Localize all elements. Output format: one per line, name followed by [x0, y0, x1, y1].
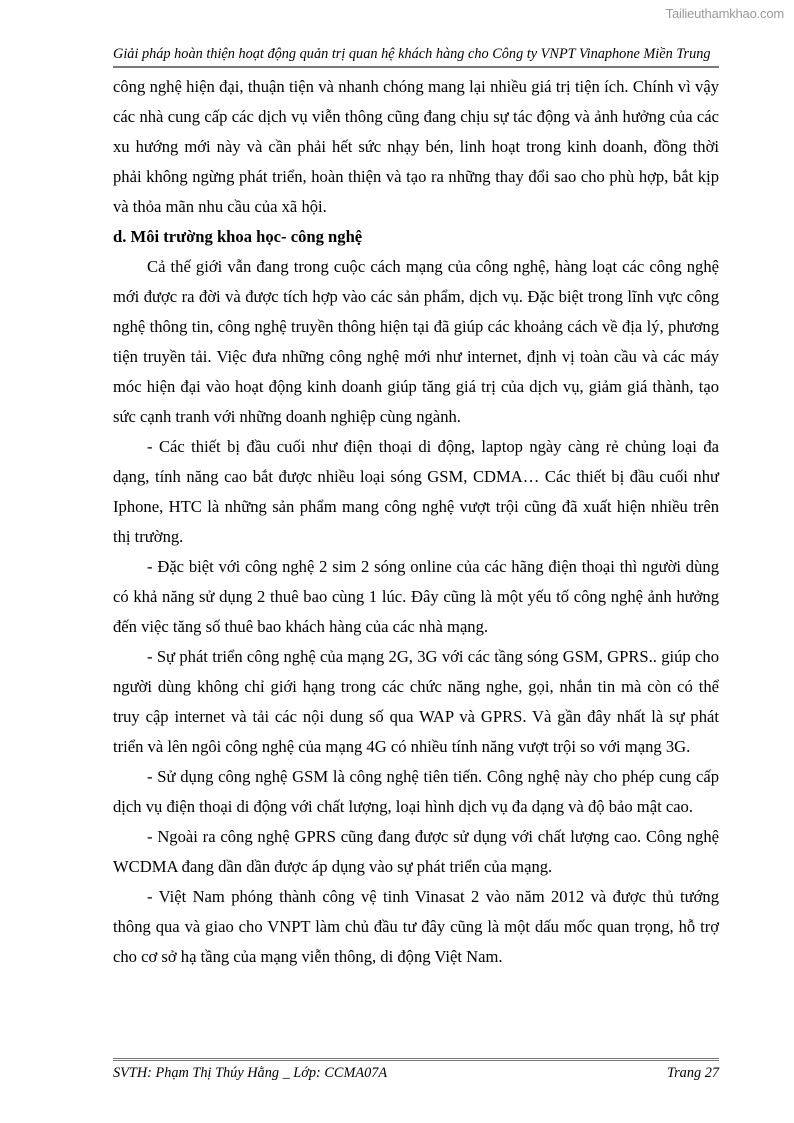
- paragraph: Cả thế giới vẫn đang trong cuộc cách mạng của công nghệ, hàng loạt các công nghệ mới được ra đời và được tích hợp vào các sản phẩm, dịch vụ. Đặc biệt trong lĩnh vực công nghệ thông tin, công nghệ truyền thông hiện tại đã giúp các khoảng cách về địa lý, phương tiện truyền tải. Việc đưa những công nghệ mới như internet, định vị toàn cầu và các máy móc hiện đại vào hoạt động kinh doanh giúp tăng giá trị của dịch vụ, giảm giá thành, tạo sức cạnh tranh với những doanh nghiệp cùng ngành.: [113, 257, 719, 426]
- intro-paragraph: công nghệ hiện đại, thuận tiện và nhanh chóng mang lại nhiều giá trị tiện ích. Chính vì vậy các nhà cung cấp các dịch vụ viễn thông cũng đang chịu sự tác động và ảnh hưởng của các xu hướng mới này và cần phải hết sức nhạy bén, linh hoạt trong kinh doanh, đồng thời phải không ngừng phát triển, hoàn thiện và tạo ra những thay đổi sao cho phù hợp, bắt kịp và thỏa mãn nhu cầu của xã hội.: [113, 77, 719, 216]
- paragraph: - Sự phát triển công nghệ của mạng 2G, 3G với các tầng sóng GSM, GPRS.. giúp cho người dùng không chỉ giới hạng trong các chức năng nghe, gọi, nhắn tin mà còn có thể truy cập internet và tải các nội dung số qua WAP và GPRS. Và gần đây nhất là sự phát triển và lên ngôi công nghệ của mạng 4G có nhiều tính năng vượt trội so với mạng 3G.: [113, 647, 719, 756]
- section-heading: d. Môi trường khoa học- công nghệ: [113, 227, 363, 246]
- paragraph: - Đặc biệt với công nghệ 2 sim 2 sóng online của các hãng điện thoại thì người dùng có khả năng sử dụng 2 thuê bao cùng 1 lúc. Đây cũng là một yếu tố công nghệ ảnh hưởng đến việc tăng số thuê bao khách hàng của các nhà mạng.: [113, 557, 719, 636]
- page-footer: [113, 1058, 719, 1082]
- footer-author: SVTH: Phạm Thị Thúy Hằng _ Lớp: CCMA07A: [113, 1065, 388, 1081]
- document-body: [113, 72, 719, 972]
- page-number: Trang 27: [666, 1065, 719, 1081]
- paragraph: - Việt Nam phóng thành công vệ tinh Vinasat 2 vào năm 2012 và được thủ tướng thông qua và giao cho VNPT làm chủ đầu tư đây cũng là một dấu mốc quan trọng, hỗ trợ cho cơ sở hạ tầng của mạng viễn thông, di động Việt Nam.: [113, 887, 719, 966]
- paragraph: - Các thiết bị đầu cuối như điện thoại di động, laptop ngày càng rẻ chủng loại đa dạng, tính năng cao bắt được nhiều loại sóng GSM, CDMA… Các thiết bị đầu cuối như Iphone, HTC là những sản phẩm mang công nghệ vượt trội cũng đã xuất hiện nhiều trên thị trường.: [113, 437, 719, 546]
- paragraph: - Ngoài ra công nghệ GPRS cũng đang được sử dụng với chất lượng cao. Công nghệ WCDMA đang dần dần được áp dụng vào sự phát triển của mạng.: [113, 827, 719, 876]
- watermark: Tailieuthamkhao.com: [665, 6, 784, 21]
- paragraph: - Sử dụng công nghệ GSM là công nghệ tiên tiến. Công nghệ này cho phép cung cấp dịch vụ điện thoại di động với chất lượng, loại hình dịch vụ đa dạng và độ bảo mật cao.: [113, 767, 719, 816]
- page-header: Giải pháp hoàn thiện hoạt động quản trị quan hệ khách hàng cho Công ty VNPT Vinaphone Miền Trung: [113, 45, 719, 68]
